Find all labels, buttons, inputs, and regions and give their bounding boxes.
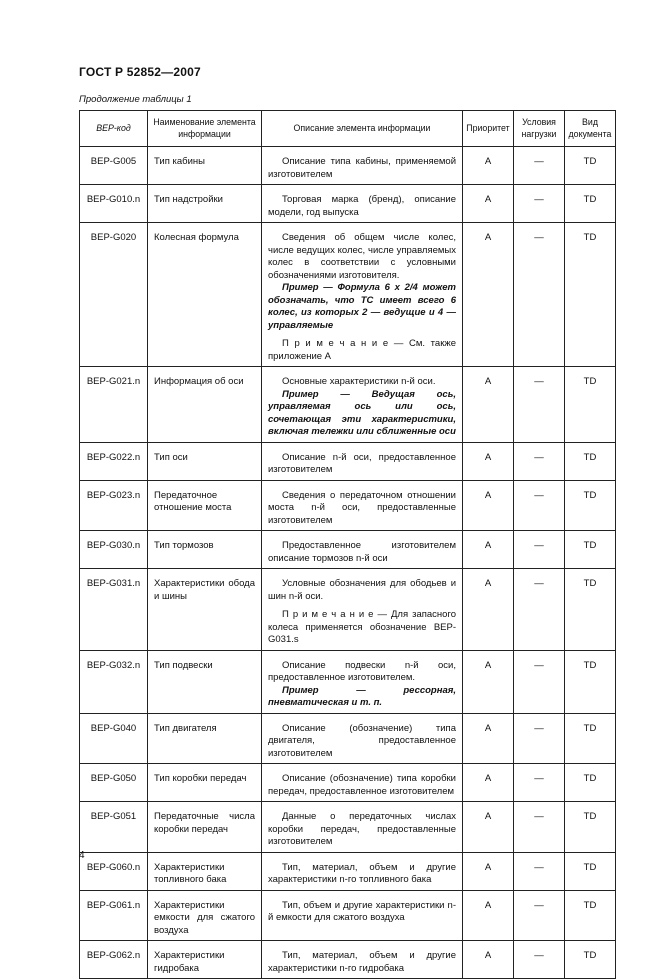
cell-priority: A (463, 569, 514, 651)
cell-element-name: Тип двигателя (148, 713, 262, 764)
description-text: Описание (обозначение) типа двигателя, предоставленное изготовителем (268, 722, 456, 759)
column-header-doctype: Вид документа (565, 111, 616, 147)
description-note: П р и м е ч а н и е — См. также приложение А (268, 338, 456, 362)
cell-code (80, 569, 148, 651)
cell-load-conditions: — (514, 480, 565, 531)
cell-priority: A (463, 890, 514, 941)
cell-document-type: TD (565, 852, 616, 890)
bep-code: ВЕР-G021.n (86, 376, 141, 387)
cell-priority: A (463, 941, 514, 979)
table-row (80, 764, 616, 802)
description-example: Пример — Ведущая ось, управляемая ось или ось, сочетающая эти характеристики, включая тележки или сближенные оси (268, 388, 456, 437)
bep-code: ВЕР-G060.n (86, 861, 141, 873)
table-body (80, 147, 616, 979)
table-row (80, 185, 616, 223)
cell-element-name: Колесная формула (148, 223, 262, 367)
cell-element-name: Передаточное отношение моста (148, 480, 262, 531)
cell-document-type: TD (565, 941, 616, 979)
cell-description (262, 569, 463, 651)
bep-code: ВЕР-G022.n (86, 451, 141, 463)
cell-element-name: Информация об оси (148, 367, 262, 443)
cell-document-type: TD (565, 802, 616, 853)
cell-code (80, 480, 148, 531)
cell-priority: A (463, 650, 514, 713)
page-number: 4 (79, 850, 85, 861)
cell-description (262, 764, 463, 802)
cell-element-name: Тип надстройки (148, 185, 262, 223)
cell-code (80, 802, 148, 853)
cell-description (262, 713, 463, 764)
table-row (80, 650, 616, 713)
table-header-row (80, 111, 616, 147)
table-row (80, 480, 616, 531)
description-text: Тип, материал, объем и другие характеристики n-го гидробака (268, 950, 456, 974)
cell-element-name: Тип кабины (148, 147, 262, 185)
table-row (80, 569, 616, 651)
description-text: Сведения о передаточном отношении моста n-й оси, предоставленные изготовителем (268, 489, 456, 526)
cell-description (262, 442, 463, 480)
column-header-load: Условия нагрузки (514, 111, 565, 147)
cell-load-conditions: — (514, 147, 565, 185)
cell-load-conditions: — (514, 185, 565, 223)
table-row (80, 941, 616, 979)
cell-code (80, 223, 148, 367)
table-row (80, 442, 616, 480)
bep-code: ВЕР-G050 (90, 773, 137, 784)
cell-code (80, 442, 148, 480)
cell-load-conditions: — (514, 531, 565, 569)
table-row (80, 802, 616, 853)
cell-priority: A (463, 147, 514, 185)
table-row (80, 713, 616, 764)
description-text: Описание типа кабины, применяемой изготовителем (268, 156, 456, 180)
description-text: Описание подвески n-й оси, предоставленное изготовителем. (268, 659, 456, 683)
description-text: Основные характеристики n-й оси. (282, 376, 436, 387)
cell-description (262, 223, 463, 367)
cell-priority: A (463, 531, 514, 569)
cell-description (262, 852, 463, 890)
cell-description (262, 531, 463, 569)
cell-code (80, 764, 148, 802)
cell-priority: A (463, 480, 514, 531)
cell-load-conditions: — (514, 890, 565, 941)
cell-load-conditions: — (514, 802, 565, 853)
cell-document-type: TD (565, 569, 616, 651)
table-row (80, 223, 616, 367)
cell-priority: A (463, 185, 514, 223)
cell-load-conditions: — (514, 650, 565, 713)
cell-priority: A (463, 367, 514, 443)
cell-code (80, 650, 148, 713)
cell-priority: A (463, 442, 514, 480)
cell-load-conditions: — (514, 852, 565, 890)
bep-code: ВЕР-G020 (90, 232, 137, 243)
cell-element-name: Характеристики емкости для сжатого воздуха (148, 890, 262, 941)
cell-element-name: Тип тормозов (148, 531, 262, 569)
description-text: Тип, материал, объем и другие характеристики n-го топливного бака (268, 861, 456, 885)
table-row (80, 890, 616, 941)
cell-element-name: Тип оси (148, 442, 262, 480)
cell-element-name: Передаточные числа коробки передач (148, 802, 262, 853)
cell-code (80, 531, 148, 569)
cell-code (80, 890, 148, 941)
cell-element-name: Тип коробки передач (148, 764, 262, 802)
description-text: Предоставленное изготовителем описание тормозов n-й оси (268, 540, 456, 564)
table-row (80, 147, 616, 185)
cell-document-type: TD (565, 223, 616, 367)
cell-document-type: TD (565, 890, 616, 941)
cell-document-type: TD (565, 185, 616, 223)
column-header-priority: Приоритет (463, 111, 514, 147)
description-text: Тип, объем и другие характеристики n-й емкости для сжатого воздуха (268, 899, 456, 923)
cell-document-type: TD (565, 147, 616, 185)
cell-load-conditions: — (514, 367, 565, 443)
cell-element-name: Характеристики топливного бака (148, 852, 262, 890)
cell-code (80, 713, 148, 764)
description-text: Торговая марка (бренд), описание модели, год выпуска (268, 194, 456, 218)
cell-priority: A (463, 802, 514, 853)
cell-description (262, 147, 463, 185)
description-text: Данные о передаточных числах коробки передач, предоставленные изготовителем (268, 811, 456, 847)
description-text: Описание (обозначение) типа коробки передач, предоставленное изготовителем (268, 773, 456, 797)
cell-code (80, 367, 148, 443)
cell-description (262, 890, 463, 941)
cell-code (80, 941, 148, 979)
cell-priority: A (463, 223, 514, 367)
bep-code: ВЕР-G005 (90, 156, 137, 167)
bep-code: ВЕР-G061.n (86, 899, 141, 911)
cell-code (80, 185, 148, 223)
cell-load-conditions: — (514, 569, 565, 651)
bep-code: ВЕР-G030.n (86, 540, 141, 551)
description-note: П р и м е ч а н и е — Для запасного колеса применяется обозначение ВЕР-G031.s (268, 609, 456, 645)
bep-code: ВЕР-G040 (90, 722, 137, 734)
cell-code (80, 852, 148, 890)
cell-load-conditions: — (514, 713, 565, 764)
cell-document-type: TD (565, 764, 616, 802)
column-header-description: Описание элемента информации (262, 111, 463, 147)
cell-description (262, 802, 463, 853)
cell-load-conditions: — (514, 442, 565, 480)
description-text: Сведения об общем числе колес, числе ведущих колес, числе управляемых колес в соответствии с условными обозначениями изготовителя. (268, 232, 456, 281)
description-example: Пример — Формула 6 x 2/4 может обозначать, что ТС имеет всего 6 колес, из которых 2 — ведущие и 4 — управляемые (268, 282, 456, 331)
cell-code (80, 147, 148, 185)
document-header: ГОСТ Р 52852—2007 (79, 65, 201, 79)
cell-priority: A (463, 852, 514, 890)
cell-description (262, 650, 463, 713)
bep-code: ВЕР-G062.n (86, 950, 141, 961)
cell-load-conditions: — (514, 223, 565, 367)
cell-document-type: TD (565, 442, 616, 480)
table-row (80, 367, 616, 443)
description-text: Описание n-й оси, предоставленное изготовителем (268, 451, 456, 475)
cell-element-name: Характеристики обода и шины (148, 569, 262, 651)
table-caption: Продолжение таблицы 1 (79, 94, 192, 105)
cell-document-type: TD (565, 480, 616, 531)
cell-document-type: TD (565, 650, 616, 713)
bep-code: ВЕР-G032.n (86, 659, 141, 671)
description-example: Пример — рессорная, пневматическая и т. п. (268, 684, 456, 708)
cell-element-name: Тип подвески (148, 650, 262, 713)
cell-load-conditions: — (514, 764, 565, 802)
information-elements-table (79, 110, 616, 979)
cell-document-type: TD (565, 713, 616, 764)
cell-priority: A (463, 713, 514, 764)
table-row (80, 852, 616, 890)
cell-description (262, 367, 463, 443)
bep-code: ВЕР-G031.n (86, 578, 141, 589)
cell-document-type: TD (565, 531, 616, 569)
cell-description (262, 185, 463, 223)
bep-code: ВЕР-G023.n (86, 489, 141, 501)
bep-code: ВЕР-G051 (90, 811, 137, 822)
cell-document-type: TD (565, 367, 616, 443)
description-text: Условные обозначения для ободьев и шин n-й оси. (268, 578, 456, 602)
cell-priority: A (463, 764, 514, 802)
cell-element-name: Характеристики гидробака (148, 941, 262, 979)
cell-description (262, 480, 463, 531)
table-row (80, 531, 616, 569)
column-header-code: ВЕР-код (80, 111, 148, 147)
column-header-name: Наименование элемента информации (148, 111, 262, 147)
bep-code: ВЕР-G010.n (86, 194, 141, 205)
cell-load-conditions: — (514, 941, 565, 979)
cell-description (262, 941, 463, 979)
